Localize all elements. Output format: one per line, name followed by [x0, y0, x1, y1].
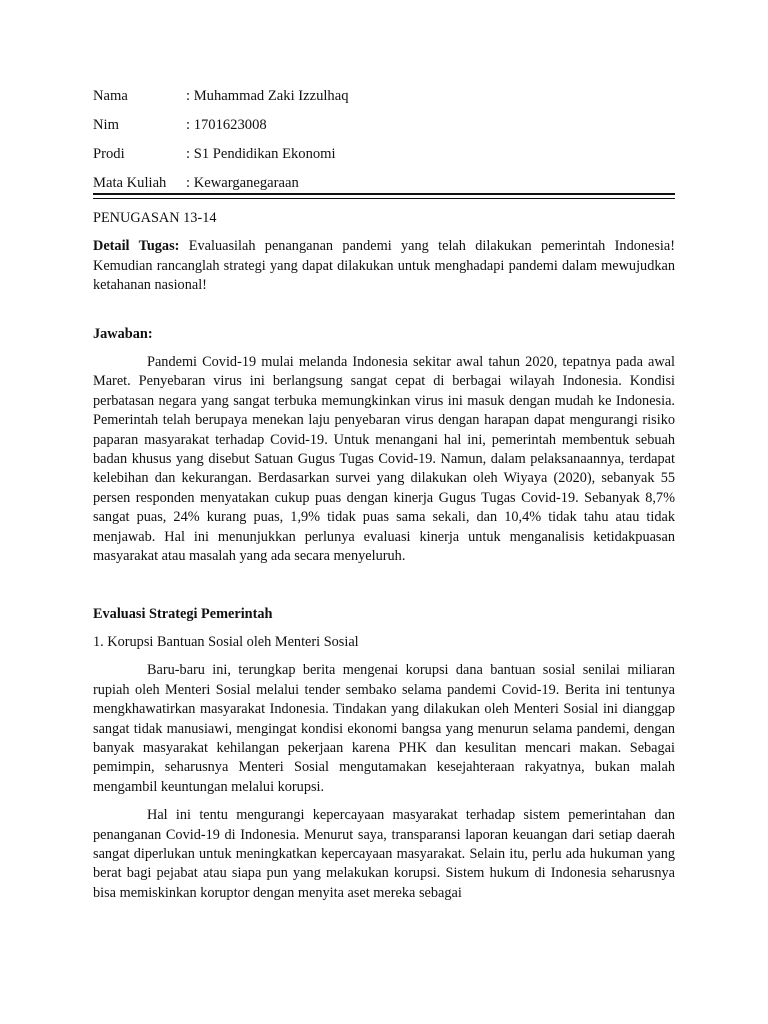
evaluation-heading: Evaluasi Strategi Pemerintah [93, 605, 273, 622]
answer-paragraph: Pandemi Covid-19 mulai melanda Indonesia sekitar awal tahun 2020, tepatnya pada awal Maret. Penyebaran virus ini berlangsung sangat cepat di berbagai wilayah Indonesia. Kondisi perbatasan negara yang sangat terbuka memungkinkan virus ini masuk dengan mudah ke Indonesia. Pemerintah telah berupaya menekan laju penyebaran virus dengan harapan dapat mengurangi risiko paparan masyarakat terhadap Covid-19. Untuk menangani hal ini, pemerintah membentuk sebuah badan khusus yang disebut Satuan Gugus Tugas Covid-19. Namun, dalam pelaksanaannya, terdapat kelebihan dan kekurangan. Berdasarkan survei yang dilakukan oleh Wiyaya (2020), sebanyak 55 persen responden menyatakan cukup puas dengan kinerja Gugus Tugas Covid-19. Sebanyak 8,7% sangat puas, 24% kurang puas, 1,9% tidak puas sama sekali, dan 10,4% tidak tahu atau tidak menjawab. Hal ini menunjukkan perlunya evaluasi kinerja untuk menganalisis ketidakpuasan masyarakat atau masalah yang ada secara menyeluruh. [93, 354, 675, 565]
section-spacer [93, 296, 675, 325]
identity-label: Prodi [93, 146, 125, 162]
identity-value: : S1 Pendidikan Ekonomi [186, 146, 336, 162]
header-divider-thin [93, 198, 675, 199]
identity-block [93, 86, 675, 202]
task-detail-label: Detail Tugas: [93, 238, 180, 255]
task-detail-text: Evaluasilah penanganan pandemi yang telah dilakukan pemerintah Indonesia! Kemudian rancanglah strategi yang dapat dilakukan untuk menghadapi pandemi dalam mewujudkan ketahanan nasional! [93, 238, 675, 294]
identity-value: : Kewarganegaraan [186, 175, 299, 191]
document-body [93, 209, 675, 912]
evaluation-paragraph-1: Baru-baru ini, terungkap berita mengenai korupsi dana bantuan sosial senilai miliaran rupiah oleh Menteri Sosial melalui tender sembako selama pandemi Covid-19. Berita ini tentunya mengkhawatirkan masyarakat Indonesia. Tindakan yang dilakukan oleh Menteri Sosial ini dianggap sangat tidak manusiawi, mengingat kondisi ekonomi bangsa yang menurun selama pandemi, dengan banyak masyarakat kehilangan pekerjaan karena PHK dan kesulitan mencari makan. Sebagai pemimpin, seharusnya Menteri Sosial mengutamakan kesejahteraan rakyatnya, bukan malah mengambil keuntungan melalui korupsi. [93, 662, 675, 795]
evaluation-paragraph-2: Hal ini tentu mengurangi kepercayaan masyarakat terhadap sistem pemerintahan dan penanganan Covid-19 di Indonesia. Menurut saya, transparansi laporan keuangan dari setiap daerah sangat diperlukan untuk meningkatkan kepercayaan masyarakat. Selain itu, perlu ada hukuman yang berat bagi pejabat atau siapa pun yang melakukan korupsi. Sistem hukum di Indonesia seharusnya bisa memiskinkan koruptor dengan menyita aset mereka sebagai [93, 807, 675, 901]
identity-row-name [93, 86, 675, 115]
task-detail [93, 237, 675, 295]
assignment-title: PENUGASAN 13-14 [93, 210, 217, 226]
answer-heading: Jawaban: [93, 325, 153, 342]
header-divider-thick [93, 193, 675, 195]
identity-row-prodi [93, 144, 675, 173]
identity-label: Nama [93, 88, 128, 104]
identity-label: Nim [93, 117, 119, 133]
section-spacer [93, 576, 675, 605]
evaluation-item-title: 1. Korupsi Bantuan Sosial oleh Menteri Sosial [93, 633, 359, 650]
identity-value: : Muhammad Zaki Izzulhaq [186, 88, 349, 104]
identity-label: Mata Kuliah [93, 175, 167, 191]
identity-row-nim [93, 115, 675, 144]
identity-value: : 1701623008 [186, 117, 267, 133]
